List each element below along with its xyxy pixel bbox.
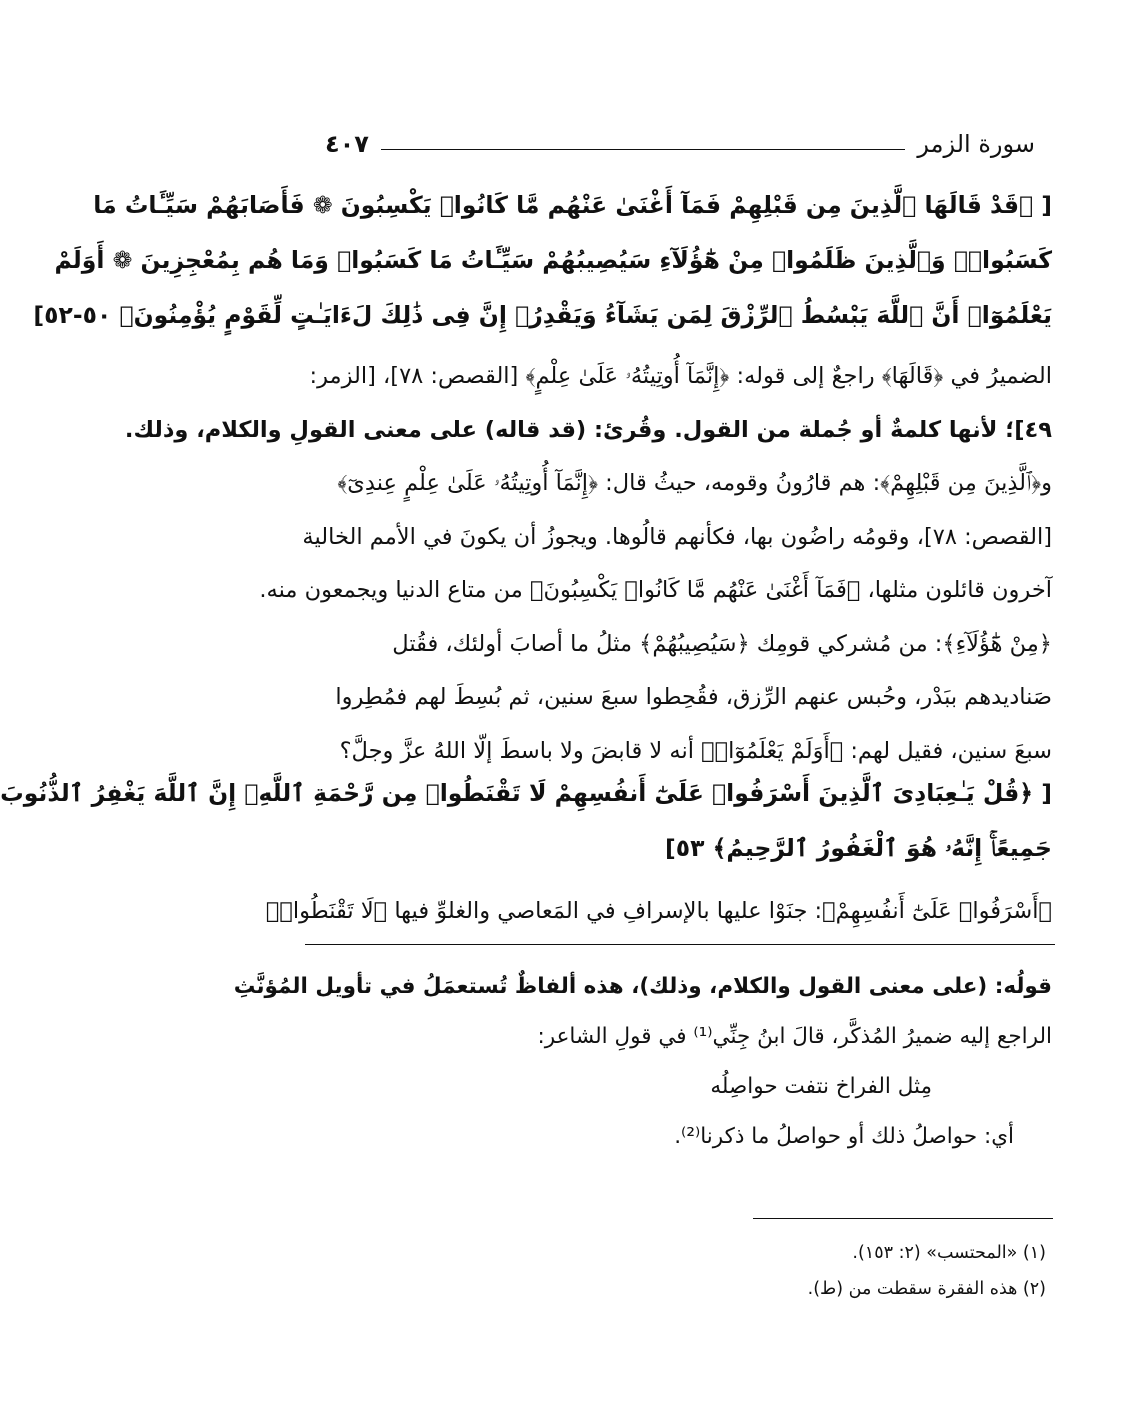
commentary-line: ٤٩]؛ لأنها كلمةٌ أو جُملة من القول. وقُرئ: (قد قاله) على معنى القولِ والكلام، وذلك. <box>124 416 1052 443</box>
commentary-line: ﴿مِنْ هَٰٓؤُلَآءِ﴾: من مُشركي قومِك ﴿سَيُصِيبُهُمْ﴾ مثلُ ما أصابَ أولئك، فقُتل <box>392 630 1052 657</box>
verse-line: [ ﴿قَدْ قَالَهَا ٱلَّذِينَ مِن قَبْلِهِمْ فَمَآ أَغْنَىٰ عَنْهُم مَّا كَانُوا۟ يَكْسِبُونَ ❁ فَأَصَابَهُمْ سَيِّـَٔاتُ مَا <box>93 191 1052 219</box>
verse-line: كَسَبُوا۟ۚ وَٱلَّذِينَ ظَلَمُوا۟ مِنْ هَٰٓؤُلَآءِ سَيُصِيبُهُمْ سَيِّـَٔاتُ مَا كَسَبُوا۟ وَمَا هُم بِمُعْجِزِينَ ❁ أَوَلَمْ <box>54 246 1052 274</box>
verse-line: جَمِيعًاۚ إِنَّهُۥ هُوَ ٱلْغَفُورُ ٱلرَّحِيمُ﴾ ٥٣] <box>665 834 1052 862</box>
commentary-line: سبعَ سنين، فقيل لهم: ﴿أَوَلَمْ يَعْلَمُوٓا۟﴾ أنه لا قابضَ ولا باسطَ إلّا اللهُ عزَّ وجلَّ؟ <box>339 737 1052 764</box>
commentary-line: صَناديدهم ببَدْر، وحُبس عنهم الرِّزق، فقُحِطوا سبعَ سنين، ثم بُسِطَ لهم فمُطِروا <box>335 684 1052 710</box>
verse-line: يَعْلَمُوٓا۟ أَنَّ ٱللَّهَ يَبْسُطُ ٱلرِّزْقَ لِمَن يَشَآءُ وَيَقْدِرُۚ إِنَّ فِى ذَٰلِكَ لَءَايَـٰتٍ لِّقَوْمٍ يُؤْمِنُونَ﴾ ٥٠-٥٢] <box>33 301 1052 329</box>
footnote: (٢) هذه الفقرة سقطت من (ط). <box>807 1279 1046 1299</box>
footnotes <box>307 1235 1052 1307</box>
commentary-line: الضميرُ في ﴿قَالَهَا﴾ راجعٌ إلى قوله: ﴿إِنَّمَآ أُوتِيتُهُۥ عَلَىٰ عِلْمٍ﴾ [القصص: ٧٨]، [الزمر: <box>309 363 1052 389</box>
verse-line: [ ﴿قُلْ يَـٰعِبَادِىَ ٱلَّذِينَ أَسْرَفُوا۟ عَلَىٰٓ أَنفُسِهِمْ لَا تَقْنَطُوا۟ مِن رَّحْمَةِ ٱللَّهِۚ إِنَّ ٱللَّهَ يَغْفِرُ ٱلذُّنُوبَ <box>0 779 1052 807</box>
marginal-line: قولُه: (على معنى القول والكلام، وذلك)، هذه ألفاظٌ تُستعمَلُ في تأويل المُؤنَّثِ <box>233 974 1052 999</box>
marginal-commentary <box>233 962 1052 1162</box>
footnote: (١) «المحتسب» (٢: ١٥٣). <box>852 1243 1046 1263</box>
header-rule <box>381 149 905 150</box>
footnote-rule <box>753 1218 1053 1219</box>
surah-title: سورة الزمر <box>917 130 1035 158</box>
page-number: ٤٠٧ <box>325 130 369 158</box>
page-header <box>325 122 1035 158</box>
commentary-line: [القصص: ٧٨]، وقومُه راضُون بها، فكأنهم قالُوها. ويجوزُ أن يكونَ في الأمم الخالية <box>302 523 1052 550</box>
commentary-line: آخرون قائلون مثلها، ﴿فَمَآ أَغْنَىٰ عَنْهُم مَّا كَانُوا۟ يَكْسِبُونَ﴾ من متاع الدنيا ويجمعون منه. <box>259 577 1052 603</box>
quran-verse-block-2 <box>0 766 1052 876</box>
commentary-block-1 <box>124 350 1052 778</box>
commentary-line: و﴿ٱلَّذِينَ مِن قَبْلِهِمْ﴾: هم قارُونُ وقومه، حيثُ قال: ﴿إِنَّمَآ أُوتِيتُهُۥ عَلَىٰ عِلْمٍ عِندِىٓ﴾ <box>337 470 1052 496</box>
marginal-line: الراجع إليه ضميرُ المُذكَّر، قالَ ابنُ جِنِّي⁽¹⁾ في قولِ الشاعر: <box>537 1024 1052 1049</box>
quran-verse-block-1 <box>33 178 1052 343</box>
commentary-block-2 <box>265 885 1052 937</box>
commentary-line: ﴿أَسْرَفُوا۟ عَلَىٰٓ أَنفُسِهِمْ﴾: جنَوْا عليها بالإسرافِ في المَعاصي والغلوِّ فيها ﴿لَا تَقْنَطُوا۟﴾ <box>265 898 1052 924</box>
marginal-line: أي: حواصلُ ذلك أو حواصلُ ما ذكرنا⁽²⁾. <box>674 1124 1014 1149</box>
poem-verse: مِثل الفراخ نتفت حواصِلُه <box>710 1074 932 1099</box>
section-divider <box>305 944 1055 945</box>
